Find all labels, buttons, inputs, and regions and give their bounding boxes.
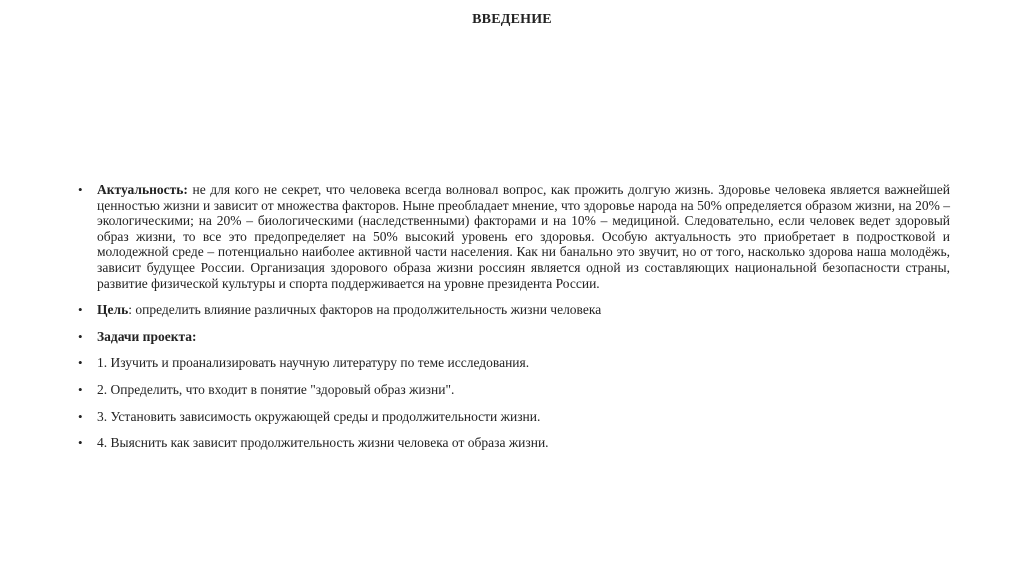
relevance-text: не для кого не секрет, что человека всегда волновал вопрос, как прожить долгую жизнь. Здоровье человека является важнейшей ценностью жизни и зависит от множества факторов. Ныне преобладает мнение, что здоровье народа на 50% определяется образом жизни, на 20% – экологическими; на 20% – биологическими (наследственными) факторами и на 10% – медициной. Следовательно, если человек ведет здоровый образ жизни, то все это предопределяет на 50% высокий уровень его здоровья. Особую актуальность это приобретает в подростковой и молодежной среде – потенциально наиболее активной части населения. Как ни банально это звучит, но от того, насколько здорова наша молодёжь, зависит будущее России. Организация здорового образа жизни россиян является одной из составляющих национальной безопасности страны, развитие физической культуры и спорта поддерживается на уровне президента России. xyxy=(97,182,950,291)
list-item-goal xyxy=(78,302,950,318)
tasks-heading: Задачи проекта: xyxy=(97,328,197,344)
list-item-tasks-heading xyxy=(78,329,950,345)
task-text: 1. Изучить и проанализировать научную литературу по теме исследования. xyxy=(97,355,530,371)
list-item-task-1 xyxy=(78,355,950,371)
list-item-task-3 xyxy=(78,409,950,425)
task-text: 2. Определить, что входит в понятие "здоровый образ жизни". xyxy=(97,381,455,397)
goal-paragraph xyxy=(97,302,601,317)
list-item-relevance xyxy=(78,182,950,291)
goal-label: Цель xyxy=(97,302,129,318)
list-item-task-4 xyxy=(78,435,950,451)
bullet-icon: • xyxy=(78,381,83,397)
relevance-paragraph xyxy=(97,182,950,291)
bullet-icon: • xyxy=(78,355,83,371)
bullet-icon: • xyxy=(78,302,83,318)
relevance-label: Актуальность: xyxy=(97,182,188,197)
goal-text: : определить влияние различных факторов на продолжительность жизни человека xyxy=(128,302,602,318)
bullet-icon: • xyxy=(78,408,83,424)
bullet-icon: • xyxy=(78,435,83,451)
bullet-icon: • xyxy=(78,328,83,344)
task-text: 4. Выяснить как зависит продолжительность жизни человека от образа жизни. xyxy=(97,435,549,451)
bullet-icon: • xyxy=(78,182,83,197)
bullet-list xyxy=(78,182,950,462)
list-item-task-2 xyxy=(78,382,950,398)
page-title: ВВЕДЕНИЕ xyxy=(472,12,552,27)
task-text: 3. Установить зависимость окружающей среды и продолжительности жизни. xyxy=(97,408,541,424)
